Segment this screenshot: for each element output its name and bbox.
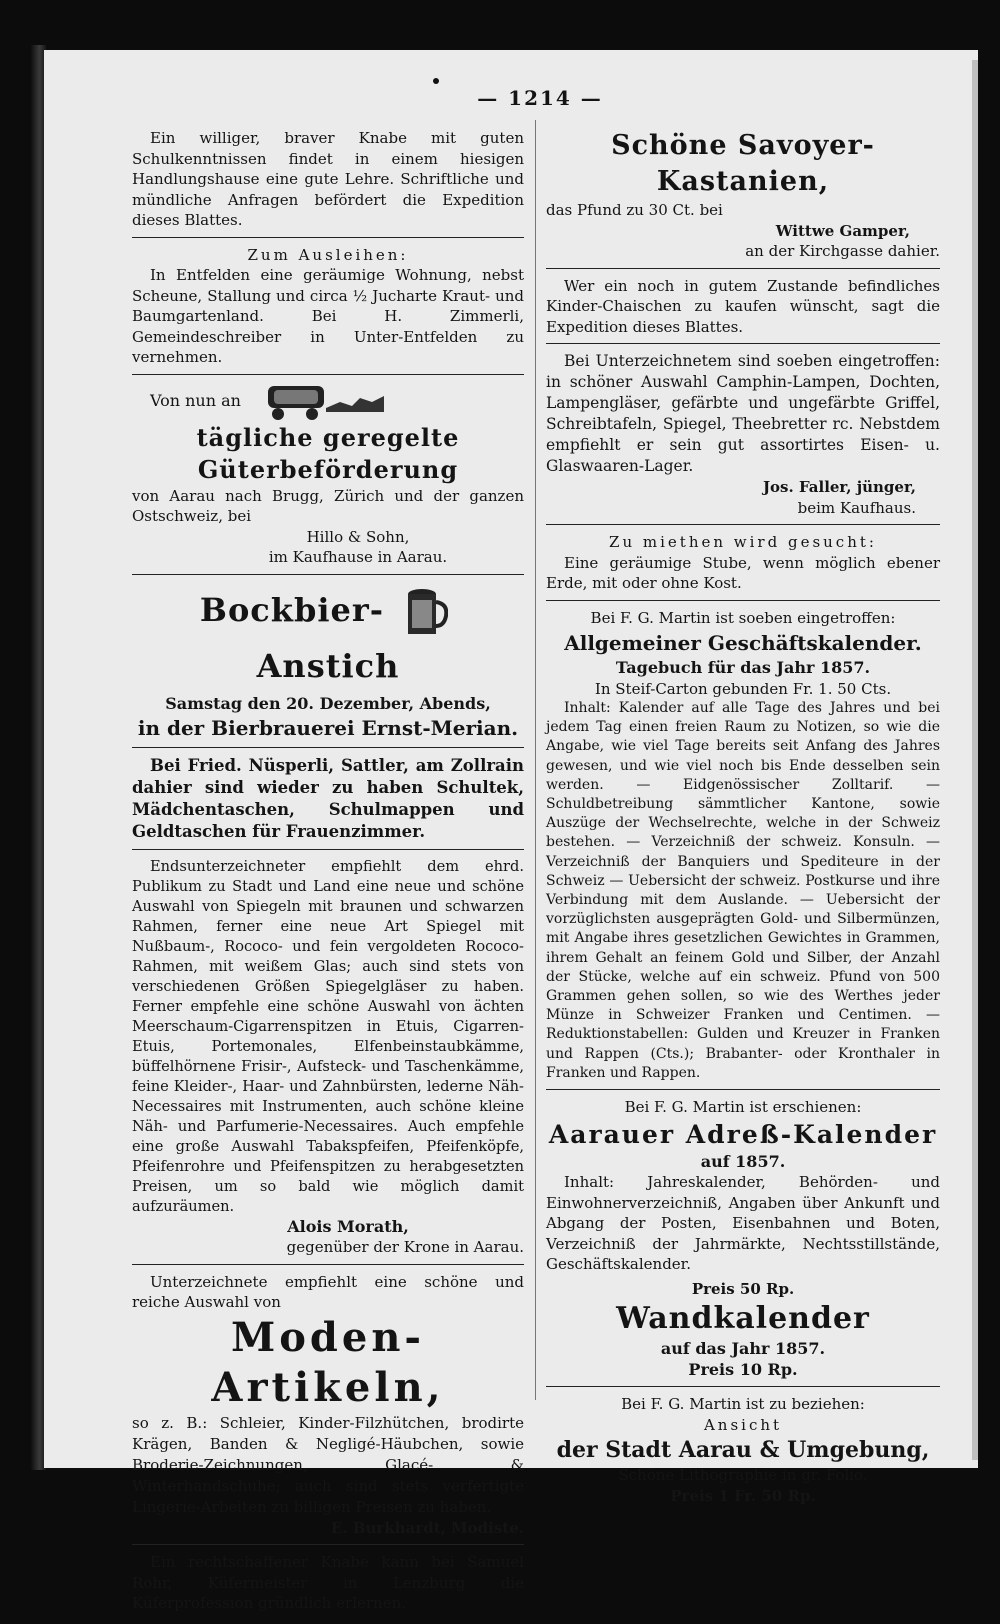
ad-text: Ein williger, braver Knabe mit guten Schulkenntnissen findet in einem hiesigen Handlungshause eine gute Lehre. Schriftliche und mündliche Anfragen befördert die Expedition dieses Blattes.	[132, 129, 524, 229]
ad-intro	[132, 382, 524, 422]
ad-signature: E. Burkhardt, Modiste.	[330, 1518, 524, 1537]
ad-title-part: Anstich	[256, 647, 400, 685]
ad-text: so z. B.: Schleier, Kinder-Filzhütchen, brodirte Krägen, Banden & Negligé-Häubchen, sowie Broderie-Zeichnungen, Glacé- & Winterhandschuhe; auch sind stets verfertigte Lingerie-Arbeiten zu billigen Preisen zu haben.	[132, 1413, 524, 1516]
ink-dot	[433, 78, 439, 84]
ad-subtitle: Schöne Lithographie in gr. Folio.	[618, 1466, 868, 1485]
ad-intro: Bei F. G. Martin ist erschienen:	[624, 1098, 862, 1117]
ad-intro: Unterzeichnete empfiehlt eine schöne und reiche Auswahl von	[132, 1272, 524, 1311]
ad-text: Ein rechtschaffener Knabe kann bei Samuel Rohr, Küfermeister in Lenzburg die Küferprofession gründlich erlernen.	[132, 1553, 524, 1612]
ad-intro: Bei F. G. Martin ist zu beziehen:	[621, 1395, 865, 1414]
ad-line: Ansicht	[703, 1415, 783, 1434]
ad-signature: Wittwe Gamper,	[775, 221, 910, 240]
ad-lamps-glassware	[546, 348, 940, 525]
left-column	[132, 125, 524, 1624]
ad-title	[132, 582, 524, 695]
ad-text: Eine geräumige Stube, wenn möglich ebener Erde, mit oder ohne Kost.	[546, 553, 940, 592]
ad-signature-line: gegenüber der Krone in Aarau.	[286, 1238, 524, 1256]
ad-title-part: Bockbier-	[199, 590, 384, 629]
ad-fashion-articles	[132, 1269, 524, 1546]
ad-bockbier	[132, 579, 524, 748]
ad-price: Preis 1 Fr. 50 Rp.	[670, 1486, 816, 1505]
page-edge	[972, 60, 978, 1460]
ad-signature-line: beim Kaufhaus.	[797, 498, 916, 517]
ad-text: Endsunterzeichneter empfiehlt dem ehrd. Publikum zu Stadt und Land eine neue und schöne Auswahl von Spiegeln mit braunen und schwarzen Rahmen, ferner eine neue Art Spiegel mit Nußbaum-, Rococo- und fein vergoldeten Rococo-Rahmen, mit weißem Glas; auch sind stets von verschiedenen Größen Spiegelgläser zu haben. Ferner empfehle eine schöne Auswahl von ächten Meerschaum-Cigarrenspitzen in Etuis, Cigarren-Etuis, Portemonales, Elfenbeinstaubkämme, büffelhörnene Frisir-, Aufsteck- und Taschenkämme, feine Kleider-, Haar- und Zahnbürsten, lederne Näh-Necessaires mit Instrumenten, auch schöne kleine Näh- und Parfumerie-Necessaires. Auch empfehle eine große Auswahl Tabakspfeifen, Pfeifenköpfe, Pfeifenrohre und Pfeifenspitzen zu herabgesetzten Preisen, um so bald wie möglich damit aufzuräumen.	[132, 857, 524, 1215]
ad-subtitle: auf 1857.	[700, 1151, 786, 1171]
ad-text: Bei Unterzeichnetem sind soeben eingetroffen: in schöner Auswahl Camphin-Lampen, Dochten, Lampengläser, gefärbte und ungefärbte Griffel, Schreibtafeln, Spiegel, Theebretter rc. Nebstdem empfiehlt er sein gut assortirtes Eisen- u. Glaswaaren-Lager.	[546, 352, 940, 475]
ad-signature: Jos. Faller, jünger,	[762, 478, 916, 496]
ad-intro-text: Von nun an	[150, 391, 241, 410]
ad-address-calendar	[546, 1094, 940, 1387]
ad-line: in der Bierbrauerei Ernst-Merian.	[137, 715, 519, 740]
ad-lithograph	[546, 1391, 940, 1512]
ad-title: der Stadt Aarau & Umgebung,	[556, 1437, 930, 1464]
ad-text: das Pfund zu 30 Ct. bei	[546, 201, 723, 219]
ad-apprentice-trade	[132, 125, 524, 238]
ad-intro: Bei F. G. Martin ist soeben eingetroffen:	[590, 608, 896, 627]
ad-mirrors-pipes	[132, 854, 524, 1265]
ad-line: Samstag den 20. Dezember, Abends,	[165, 694, 491, 713]
ad-price: Preis 10 Rp.	[688, 1359, 798, 1379]
ad-signature-line: im Kaufhause in Aarau.	[268, 548, 448, 566]
ad-text: von Aarau nach Brugg, Zürich und der ganzen Ostschweiz, bei	[132, 486, 524, 525]
ad-text: Inhalt: Kalender auf alle Tage des Jahres und bei jedem Tag einen freien Raum zu Notizen, so wie die Angabe, wie viel Tage bereits seit Anfang des Jahres gewesen, und wie viel noch bis Ende desselben sein werden. — Eidgenössischer Zolltarif. — Schuldbetreibung sämmtlicher Kantone, sowie Auszüge der Wechselrechte, welche in der Schweiz bestehen. — Verzeichniß der schweiz. Konsuln. — Verzeichniß der Banquiers und Spediteure in der Schweiz — Uebersicht der schweiz. Postkurse und ihre Verbindung mit dem Auslande. — Uebersicht der vorzüglichsten ausgeprägten Gold- und Silbermünzen, mit Angabe ihres gesetzlichen Gewichtes in Grammen, ihrem Gehalt an feinem Gold und Silber, der Anzahl der Stücke, welche auf ein schweiz. Pfund von 500 Grammen gehen sollen, so wie des Werthes jeder Münze in Schweizer Franken und Centimen. — Reduktionstabellen: Gulden und Kreuzer in Franken und Rappen (Cts.); Brabanter- oder Kronthaler in Franken und Rappen.	[546, 700, 940, 1081]
ad-heading: Zum Ausleihen:	[247, 245, 409, 264]
ad-freight-service	[132, 379, 524, 575]
ad-title: Moden-Artikeln,	[211, 1313, 445, 1411]
ad-title: Wandkalender	[616, 1301, 870, 1337]
ad-cooper-apprentice	[132, 1549, 524, 1620]
ad-rental-entfelden	[132, 242, 524, 375]
ad-chestnuts	[546, 125, 940, 269]
ad-price: In Steif-Carton gebunden Fr. 1. 50 Cts.	[594, 679, 892, 698]
ad-child-carriage	[546, 273, 940, 345]
ad-text: Wer ein noch in gutem Zustande befindliches Kinder-Chaischen zu kaufen wünscht, sagt die Expedition dieses Blattes.	[546, 276, 940, 336]
ad-saddler	[132, 752, 524, 850]
ad-heading: Zu miethen wird gesucht:	[609, 533, 877, 551]
ad-text: Bei Fried. Nüsperli, Sattler, am Zollrain dahier sind wieder zu haben Schultek, Mädchentaschen, Schulmappen und Geldtaschen für Frauenzimmer.	[132, 755, 524, 841]
ad-price: Preis 50 Rp.	[691, 1279, 795, 1298]
ad-business-calendar	[546, 605, 940, 1091]
ad-title: Schöne Savoyer-Kastanien,	[611, 130, 875, 197]
beer-mug-icon	[404, 586, 448, 638]
freight-wagon-icon	[260, 382, 390, 422]
ad-title: Aarauer Adreß-Kalender	[548, 1119, 938, 1149]
ad-title: Allgemeiner Geschäftskalender.	[564, 631, 922, 655]
column-divider	[535, 120, 536, 1400]
ad-text: In Entfelden eine geräumige Wohnung, nebst Scheune, Stallung und circa ½ Jucharte Kraut- und Baumgartenland. Bei H. Zimmerli, Gemeindeschreiber in Unter-Entfelden zu vernehmen.	[132, 266, 524, 366]
ad-room-wanted	[546, 529, 940, 601]
ad-subtitle: auf das Jahr 1857.	[660, 1339, 826, 1359]
ad-signature-line: an der Kirchgasse dahier.	[745, 242, 940, 260]
ad-text: Inhalt: Jahreskalender, Behörden- und Einwohnerverzeichniß, Angaben über Ankunft und Abgang der Posten, Eisenbahnen und Boten, Verzeichniß der Jahrmärkte, Nechtsstillstände, Geschäftskalender.	[546, 1173, 940, 1274]
ad-signature: Alois Morath,	[287, 1216, 409, 1236]
ad-signature: Hillo & Sohn,	[306, 527, 410, 546]
page-number: — 1214 —	[477, 86, 603, 110]
right-column	[546, 125, 940, 1516]
ad-title: tägliche geregelte Güterbeförderung	[196, 422, 460, 484]
ad-subtitle: Tagebuch für das Jahr 1857.	[615, 658, 871, 677]
